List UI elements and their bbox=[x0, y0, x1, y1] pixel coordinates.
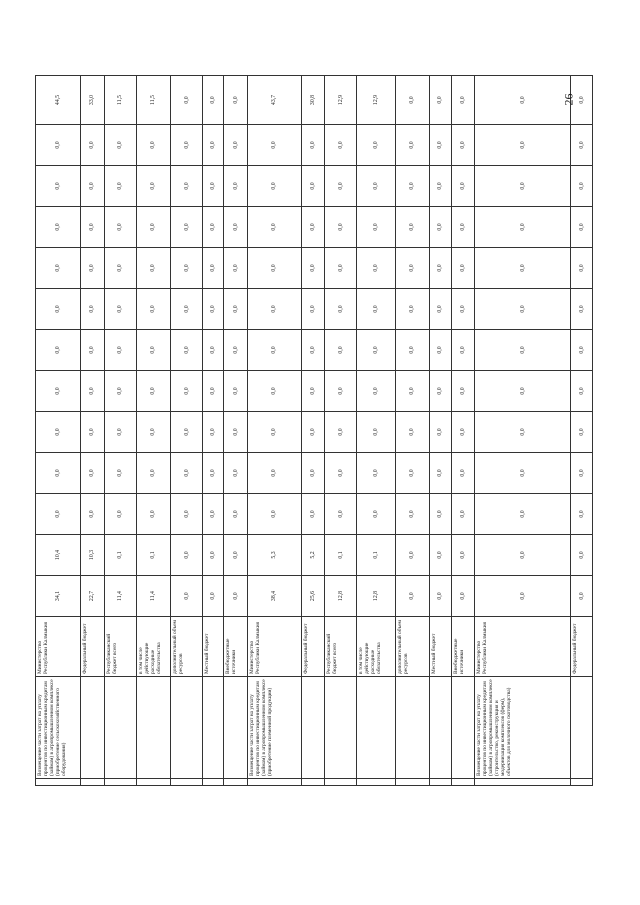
table-row bbox=[170, 76, 202, 786]
value-cell: 0,0 bbox=[325, 166, 357, 207]
value-cell: 0,0 bbox=[170, 535, 202, 576]
value-cell: 0,0 bbox=[224, 248, 248, 289]
event-description: Возмещение части затрат на уплату процентов по инвестиционным кредитам (займам) в агропромышленном комплексе (приобретение племенной продукции) bbox=[248, 677, 302, 779]
funding-source: Местный бюджет bbox=[430, 617, 451, 677]
funding-source: Министерство Республики Калмыкия bbox=[36, 617, 81, 677]
empty-description-cell bbox=[104, 677, 136, 779]
funding-source: дополнительный объем ресурсов bbox=[170, 617, 202, 677]
value-cell: 0,0 bbox=[170, 453, 202, 494]
value-cell: 0,0 bbox=[36, 289, 81, 330]
value-cell: 10,3 bbox=[80, 535, 104, 576]
table-row bbox=[475, 76, 571, 786]
value-cell: 0,0 bbox=[475, 453, 571, 494]
empty-description-cell bbox=[325, 677, 357, 779]
value-cell: 0,0 bbox=[104, 494, 136, 535]
blank-cell bbox=[203, 779, 224, 786]
value-cell: 0,0 bbox=[104, 453, 136, 494]
table-row bbox=[301, 76, 325, 786]
value-cell: 0,0 bbox=[170, 412, 202, 453]
event-description: Возмещение части затрат на уплату процентов по инвестиционным кредитам (займам) в агропромышленном комплексе (строительство, реконструкция и модернизация комплексов (ферм), объектов для молочного скотоводства) bbox=[475, 677, 571, 779]
table-row bbox=[571, 76, 593, 786]
value-cell: 0,0 bbox=[395, 289, 429, 330]
value-cell: 0,0 bbox=[301, 453, 325, 494]
value-cell: 0,0 bbox=[451, 248, 475, 289]
funding-source: Республиканский бюджет всего bbox=[325, 617, 357, 677]
total-value-cell: 0,0 bbox=[170, 76, 202, 125]
total-value-cell: 30,8 bbox=[301, 76, 325, 125]
funding-source: Министерство Республики Калмыкия bbox=[475, 617, 571, 677]
budget-table bbox=[35, 75, 593, 786]
funding-source: дополнительный объем ресурсов bbox=[395, 617, 429, 677]
value-cell: 0,0 bbox=[80, 166, 104, 207]
value-cell: 0,0 bbox=[430, 166, 451, 207]
value-cell: 0,0 bbox=[224, 289, 248, 330]
value-cell: 0,0 bbox=[248, 453, 302, 494]
value-cell: 0,0 bbox=[571, 535, 593, 576]
value-cell: 0,0 bbox=[80, 248, 104, 289]
page-number: 26 bbox=[561, 93, 576, 106]
value-cell: 0,0 bbox=[301, 412, 325, 453]
value-cell: 0,0 bbox=[104, 371, 136, 412]
value-cell: 0,0 bbox=[395, 576, 429, 617]
total-value-cell: 0,0 bbox=[430, 76, 451, 125]
value-cell: 0,0 bbox=[430, 576, 451, 617]
value-cell: 0,0 bbox=[170, 207, 202, 248]
value-cell: 5,2 bbox=[301, 535, 325, 576]
value-cell: 0,0 bbox=[301, 207, 325, 248]
value-cell: 0,0 bbox=[430, 371, 451, 412]
value-cell: 0,0 bbox=[224, 330, 248, 371]
value-cell: 0,0 bbox=[301, 289, 325, 330]
value-cell: 0,0 bbox=[571, 248, 593, 289]
table-row bbox=[451, 76, 475, 786]
value-cell: 0,0 bbox=[430, 125, 451, 166]
value-cell: 0,0 bbox=[301, 371, 325, 412]
blank-cell bbox=[170, 779, 202, 786]
empty-description-cell bbox=[80, 677, 104, 779]
value-cell: 0,0 bbox=[80, 453, 104, 494]
value-cell: 0,0 bbox=[301, 166, 325, 207]
value-cell: 25,6 bbox=[301, 576, 325, 617]
value-cell: 12,8 bbox=[325, 576, 357, 617]
total-value-cell: 12,9 bbox=[357, 76, 396, 125]
value-cell: 0,0 bbox=[203, 330, 224, 371]
value-cell: 0,0 bbox=[325, 412, 357, 453]
value-cell: 0,0 bbox=[36, 371, 81, 412]
value-cell: 0,0 bbox=[301, 494, 325, 535]
value-cell: 0,0 bbox=[301, 330, 325, 371]
value-cell: 0,0 bbox=[325, 125, 357, 166]
funding-source: Федеральный бюджет bbox=[571, 617, 593, 677]
value-cell: 0,0 bbox=[224, 412, 248, 453]
value-cell: 0,0 bbox=[224, 207, 248, 248]
blank-cell bbox=[451, 779, 475, 786]
value-cell: 0,0 bbox=[430, 289, 451, 330]
funding-source: Внебюджетные источники bbox=[224, 617, 248, 677]
table-row bbox=[395, 76, 429, 786]
empty-description-cell bbox=[301, 677, 325, 779]
value-cell: 0,0 bbox=[203, 289, 224, 330]
value-cell: 0,0 bbox=[571, 330, 593, 371]
value-cell: 0,0 bbox=[136, 166, 170, 207]
value-cell: 0,0 bbox=[224, 494, 248, 535]
table-row bbox=[248, 76, 302, 786]
empty-description-cell bbox=[430, 677, 451, 779]
total-value-cell: 0,0 bbox=[395, 76, 429, 125]
empty-description-cell bbox=[395, 677, 429, 779]
table-row bbox=[430, 76, 451, 786]
value-cell: 0,0 bbox=[395, 535, 429, 576]
value-cell: 0,0 bbox=[36, 125, 81, 166]
value-cell: 0,0 bbox=[248, 207, 302, 248]
value-cell: 0,0 bbox=[80, 207, 104, 248]
value-cell: 0,0 bbox=[451, 125, 475, 166]
value-cell: 0,0 bbox=[357, 248, 396, 289]
value-cell: 0,0 bbox=[325, 248, 357, 289]
value-cell: 0,0 bbox=[571, 412, 593, 453]
blank-cell bbox=[430, 779, 451, 786]
value-cell: 0,0 bbox=[170, 125, 202, 166]
value-cell: 0,0 bbox=[395, 453, 429, 494]
value-cell: 0,0 bbox=[325, 453, 357, 494]
rotated-table-container bbox=[35, 76, 593, 786]
value-cell: 0,0 bbox=[80, 412, 104, 453]
value-cell: 0,0 bbox=[170, 576, 202, 617]
value-cell: 0,0 bbox=[451, 371, 475, 412]
value-cell: 0,0 bbox=[451, 412, 475, 453]
value-cell: 0,0 bbox=[325, 494, 357, 535]
empty-description-cell bbox=[451, 677, 475, 779]
blank-cell bbox=[301, 779, 325, 786]
value-cell: 0,0 bbox=[357, 371, 396, 412]
value-cell: 0,0 bbox=[451, 289, 475, 330]
value-cell: 0,0 bbox=[36, 453, 81, 494]
funding-source: Внебюджетные источники bbox=[451, 617, 475, 677]
empty-description-cell bbox=[571, 677, 593, 779]
value-cell: 0,0 bbox=[36, 412, 81, 453]
value-cell: 0,0 bbox=[475, 330, 571, 371]
value-cell: 0,0 bbox=[136, 494, 170, 535]
value-cell: 34,1 bbox=[36, 576, 81, 617]
value-cell: 0,0 bbox=[395, 371, 429, 412]
value-cell: 0,0 bbox=[475, 207, 571, 248]
blank-cell bbox=[224, 779, 248, 786]
value-cell: 0,0 bbox=[248, 371, 302, 412]
empty-description-cell bbox=[170, 677, 202, 779]
table-row bbox=[36, 76, 81, 786]
value-cell: 0,0 bbox=[136, 453, 170, 494]
value-cell: 0,0 bbox=[136, 371, 170, 412]
blank-cell bbox=[357, 779, 396, 786]
blank-cell bbox=[36, 779, 81, 786]
blank-cell bbox=[475, 779, 571, 786]
value-cell: 0,0 bbox=[203, 535, 224, 576]
table-row bbox=[224, 76, 248, 786]
value-cell: 0,0 bbox=[451, 453, 475, 494]
value-cell: 0,0 bbox=[80, 371, 104, 412]
value-cell: 0,0 bbox=[475, 412, 571, 453]
value-cell: 0,0 bbox=[136, 289, 170, 330]
funding-source: Министерство Республики Калмыкия bbox=[248, 617, 302, 677]
value-cell: 0,0 bbox=[136, 248, 170, 289]
table-row bbox=[325, 76, 357, 786]
blank-cell bbox=[80, 779, 104, 786]
value-cell: 22,7 bbox=[80, 576, 104, 617]
total-value-cell: 11,5 bbox=[136, 76, 170, 125]
funding-source: в том числе действующие расходные обязательства bbox=[136, 617, 170, 677]
value-cell: 0,0 bbox=[80, 289, 104, 330]
value-cell: 0,0 bbox=[224, 125, 248, 166]
value-cell: 0,0 bbox=[395, 207, 429, 248]
value-cell: 0,0 bbox=[430, 494, 451, 535]
value-cell: 0,0 bbox=[451, 535, 475, 576]
value-cell: 5,3 bbox=[248, 535, 302, 576]
funding-source: Федеральный бюджет bbox=[301, 617, 325, 677]
value-cell: 0,0 bbox=[451, 494, 475, 535]
value-cell: 0,0 bbox=[357, 166, 396, 207]
value-cell: 0,0 bbox=[80, 125, 104, 166]
table-row bbox=[80, 76, 104, 786]
total-value-cell: 44,5 bbox=[36, 76, 81, 125]
value-cell: 0,0 bbox=[475, 125, 571, 166]
empty-description-cell bbox=[136, 677, 170, 779]
funding-source: Местный бюджет bbox=[203, 617, 224, 677]
blank-cell bbox=[248, 779, 302, 786]
value-cell: 12,8 bbox=[357, 576, 396, 617]
value-cell: 0,1 bbox=[325, 535, 357, 576]
value-cell: 0,0 bbox=[248, 412, 302, 453]
table-row bbox=[104, 76, 136, 786]
value-cell: 0,0 bbox=[170, 166, 202, 207]
value-cell: 0,0 bbox=[224, 576, 248, 617]
value-cell: 0,0 bbox=[475, 535, 571, 576]
value-cell: 0,0 bbox=[451, 166, 475, 207]
value-cell: 0,1 bbox=[104, 535, 136, 576]
value-cell: 10,4 bbox=[36, 535, 81, 576]
value-cell: 0,0 bbox=[248, 494, 302, 535]
value-cell: 0,0 bbox=[36, 207, 81, 248]
value-cell: 11,4 bbox=[136, 576, 170, 617]
value-cell: 0,0 bbox=[325, 330, 357, 371]
value-cell: 0,0 bbox=[357, 453, 396, 494]
blank-cell bbox=[104, 779, 136, 786]
total-value-cell: 0,0 bbox=[475, 76, 571, 125]
value-cell: 0,0 bbox=[395, 412, 429, 453]
value-cell: 0,0 bbox=[395, 248, 429, 289]
total-value-cell: 0,0 bbox=[451, 76, 475, 125]
value-cell: 0,0 bbox=[248, 248, 302, 289]
value-cell: 0,0 bbox=[451, 330, 475, 371]
value-cell: 0,0 bbox=[475, 371, 571, 412]
value-cell: 0,0 bbox=[104, 166, 136, 207]
value-cell: 0,0 bbox=[36, 330, 81, 371]
value-cell: 0,0 bbox=[224, 535, 248, 576]
value-cell: 0,0 bbox=[301, 125, 325, 166]
value-cell: 0,0 bbox=[248, 330, 302, 371]
value-cell: 0,0 bbox=[136, 207, 170, 248]
value-cell: 0,0 bbox=[104, 412, 136, 453]
value-cell: 0,0 bbox=[104, 289, 136, 330]
value-cell: 0,0 bbox=[475, 576, 571, 617]
value-cell: 0,0 bbox=[430, 330, 451, 371]
value-cell: 0,0 bbox=[203, 125, 224, 166]
total-value-cell: 11,5 bbox=[104, 76, 136, 125]
value-cell: 0,0 bbox=[430, 248, 451, 289]
value-cell: 38,4 bbox=[248, 576, 302, 617]
value-cell: 0,0 bbox=[136, 125, 170, 166]
total-value-cell: 12,9 bbox=[325, 76, 357, 125]
blank-cell bbox=[136, 779, 170, 786]
value-cell: 0,0 bbox=[571, 494, 593, 535]
value-cell: 0,0 bbox=[80, 330, 104, 371]
table-row bbox=[136, 76, 170, 786]
value-cell: 0,0 bbox=[357, 494, 396, 535]
value-cell: 0,0 bbox=[203, 248, 224, 289]
value-cell: 0,0 bbox=[430, 207, 451, 248]
value-cell: 0,0 bbox=[430, 453, 451, 494]
value-cell: 0,0 bbox=[357, 125, 396, 166]
value-cell: 0,0 bbox=[301, 248, 325, 289]
value-cell: 0,0 bbox=[475, 289, 571, 330]
value-cell: 0,0 bbox=[170, 248, 202, 289]
value-cell: 0,0 bbox=[395, 330, 429, 371]
value-cell: 0,0 bbox=[80, 494, 104, 535]
value-cell: 0,0 bbox=[451, 576, 475, 617]
value-cell: 0,0 bbox=[203, 453, 224, 494]
value-cell: 0,0 bbox=[475, 166, 571, 207]
value-cell: 0,0 bbox=[203, 371, 224, 412]
value-cell: 0,0 bbox=[36, 248, 81, 289]
value-cell: 0,0 bbox=[571, 576, 593, 617]
value-cell: 0,0 bbox=[248, 166, 302, 207]
value-cell: 0,0 bbox=[36, 494, 81, 535]
empty-description-cell bbox=[203, 677, 224, 779]
total-value-cell: 43,7 bbox=[248, 76, 302, 125]
value-cell: 0,0 bbox=[203, 207, 224, 248]
value-cell: 0,0 bbox=[571, 166, 593, 207]
value-cell: 0,0 bbox=[357, 412, 396, 453]
value-cell: 0,0 bbox=[357, 289, 396, 330]
value-cell: 0,0 bbox=[475, 494, 571, 535]
value-cell: 0,0 bbox=[170, 289, 202, 330]
table-row bbox=[357, 76, 396, 786]
funding-source: Республиканский бюджет всего bbox=[104, 617, 136, 677]
value-cell: 0,0 bbox=[451, 207, 475, 248]
value-cell: 0,0 bbox=[104, 207, 136, 248]
funding-source: в том числе действующие расходные обязательства bbox=[357, 617, 396, 677]
value-cell: 0,0 bbox=[104, 248, 136, 289]
total-value-cell: 0,0 bbox=[224, 76, 248, 125]
value-cell: 0,0 bbox=[430, 535, 451, 576]
value-cell: 0,0 bbox=[36, 166, 81, 207]
value-cell: 0,0 bbox=[571, 207, 593, 248]
value-cell: 0,0 bbox=[203, 166, 224, 207]
blank-cell bbox=[395, 779, 429, 786]
value-cell: 0,0 bbox=[395, 166, 429, 207]
value-cell: 0,0 bbox=[571, 289, 593, 330]
value-cell: 0,0 bbox=[248, 289, 302, 330]
value-cell: 0,1 bbox=[357, 535, 396, 576]
value-cell: 0,0 bbox=[224, 453, 248, 494]
value-cell: 0,0 bbox=[395, 494, 429, 535]
value-cell: 0,0 bbox=[136, 330, 170, 371]
value-cell: 0,0 bbox=[248, 125, 302, 166]
blank-cell bbox=[325, 779, 357, 786]
empty-description-cell bbox=[224, 677, 248, 779]
funding-source: Федеральный бюджет bbox=[80, 617, 104, 677]
value-cell: 0,0 bbox=[325, 207, 357, 248]
value-cell: 0,0 bbox=[104, 125, 136, 166]
value-cell: 0,0 bbox=[325, 289, 357, 330]
total-value-cell: 33,0 bbox=[80, 76, 104, 125]
total-value-cell: 0,0 bbox=[571, 76, 593, 125]
value-cell: 0,0 bbox=[325, 371, 357, 412]
table-row bbox=[203, 76, 224, 786]
empty-description-cell bbox=[357, 677, 396, 779]
value-cell: 0,0 bbox=[203, 494, 224, 535]
blank-cell bbox=[571, 779, 593, 786]
value-cell: 0,0 bbox=[203, 576, 224, 617]
event-description: Возмещение части затрат на уплату процентов по инвестиционным кредитам (займам) в агропромышленном комплексе (приобретение сельскохозяйственного оборудования) bbox=[36, 677, 81, 779]
value-cell: 0,0 bbox=[170, 330, 202, 371]
value-cell: 0,0 bbox=[475, 248, 571, 289]
value-cell: 0,0 bbox=[224, 166, 248, 207]
value-cell: 0,0 bbox=[170, 494, 202, 535]
value-cell: 0,0 bbox=[203, 412, 224, 453]
value-cell: 0,1 bbox=[136, 535, 170, 576]
value-cell: 0,0 bbox=[430, 412, 451, 453]
value-cell: 0,0 bbox=[357, 330, 396, 371]
value-cell: 0,0 bbox=[136, 412, 170, 453]
value-cell: 0,0 bbox=[395, 125, 429, 166]
value-cell: 0,0 bbox=[104, 330, 136, 371]
total-value-cell: 0,0 bbox=[203, 76, 224, 125]
value-cell: 11,4 bbox=[104, 576, 136, 617]
value-cell: 0,0 bbox=[571, 371, 593, 412]
value-cell: 0,0 bbox=[571, 125, 593, 166]
value-cell: 0,0 bbox=[170, 371, 202, 412]
value-cell: 0,0 bbox=[571, 453, 593, 494]
value-cell: 0,0 bbox=[357, 207, 396, 248]
value-cell: 0,0 bbox=[224, 371, 248, 412]
